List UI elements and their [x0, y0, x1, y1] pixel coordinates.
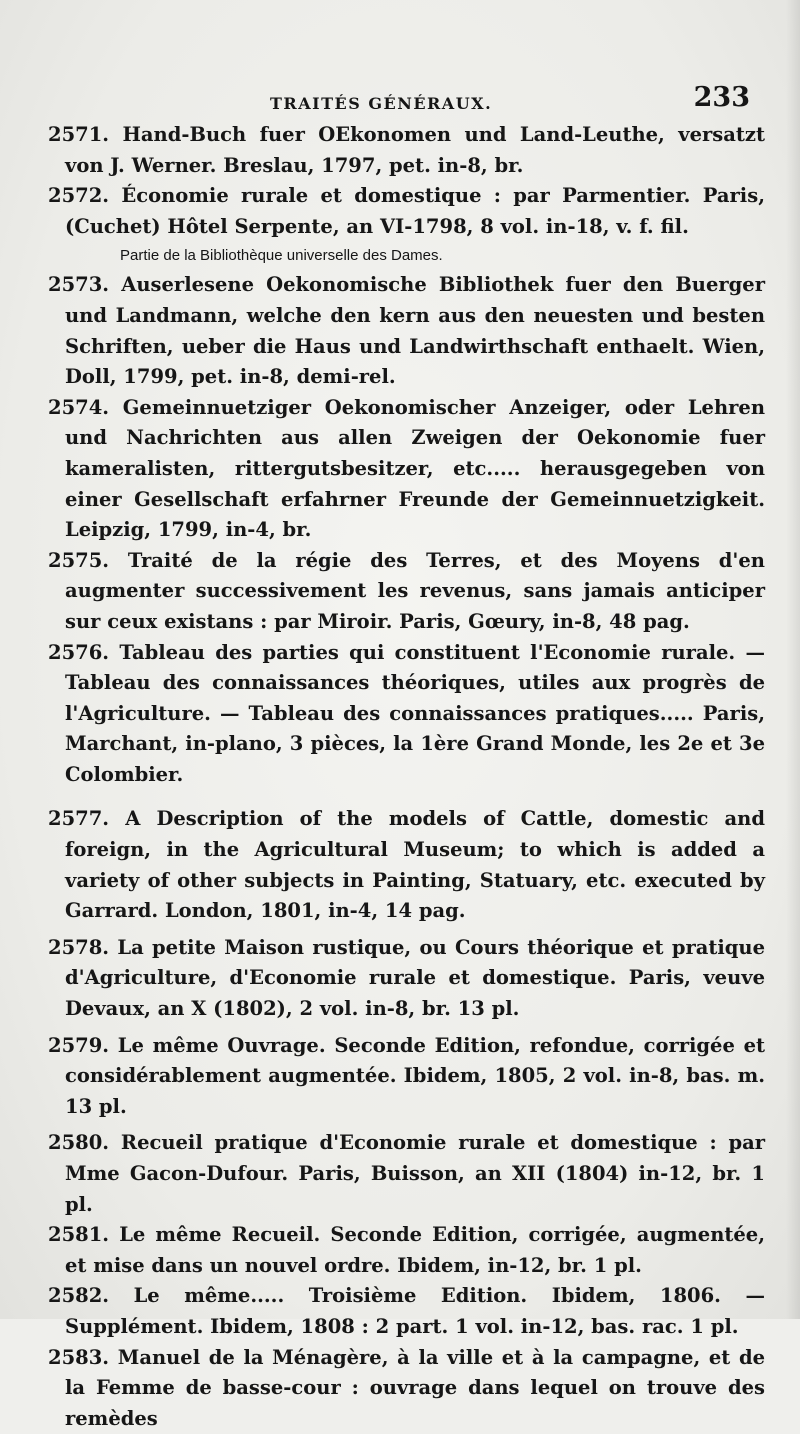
entry-number: 2576.	[48, 640, 110, 664]
entry-number: 2581.	[48, 1223, 110, 1247]
entry-text: Gemeinnuetziger Oekonomischer Anzeiger, oder Lehren und Nachrichten aus allen Zweigen der Oekonomie fuer kameralisten, rittergutsbesitzer, etc..... herausgegeben von einer Gesellschaft erfahrner Freunde der Gemeinnuetzigkeit. Leipzig, 1799, in-4, br.	[65, 395, 765, 542]
entry-text: Hand-Buch fuer OEkonomen und Land-Leuthe, versatzt von J. Werner. Breslau, 1797, pet. in-8, br.	[65, 123, 765, 177]
catalog-entry	[48, 1031, 765, 1123]
catalog-entry	[48, 120, 765, 181]
entry-text: Traité de la régie des Terres, et des Moyens d'en augmenter successivement les revenus, sans jamais anticiper sur ceux existans : par Miroir. Paris, Gœury, in-8, 48 pag.	[65, 548, 765, 633]
catalog-entry	[48, 393, 765, 546]
catalog-entry	[48, 546, 765, 638]
entry-text: La petite Maison rustique, ou Cours théorique et pratique d'Agriculture, d'Economie rurale et domestique. Paris, veuve Devaux, an X (1802), 2 vol. in-8, br. 13 pl.	[65, 935, 765, 1021]
catalog-entry	[48, 933, 765, 1025]
entry-text: Manuel de la Ménagère, à la ville et à la campagne, et de la Femme de basse-cour : ouvrage dans lequel on trouve des remèdes	[65, 1345, 766, 1430]
entry-number: 2572.	[48, 184, 110, 208]
catalog-entries	[48, 120, 765, 1434]
entry-number: 2575.	[48, 548, 110, 572]
catalog-entry	[48, 1281, 765, 1342]
entry-text: A Description of the models of Cattle, domestic and foreign, in the Agricultural Museum; to which is added a variety of other subjects in Painting, Statuary, etc. executed by Garrard. London, 1801, in-4, 14 pag.	[65, 807, 765, 923]
entry-text: Le même..... Troisième Edition. Ibidem, 1806. — Supplément. Ibidem, 1808 : 2 part. 1 vol. in-12, bas. rac. 1 pl.	[65, 1284, 765, 1338]
entry-number: 2583.	[48, 1345, 110, 1369]
entry-number: 2573.	[48, 273, 110, 297]
entry-text: Le même Recueil. Seconde Edition, corrigée, augmentée, et mise dans un nouvel ordre. Ibidem, in-12, br. 1 pl.	[65, 1223, 765, 1277]
catalog-entry	[48, 1343, 765, 1434]
catalog-entry	[48, 270, 765, 392]
entry-text: Auserlesene Oekonomische Bibliothek fuer den Buerger und Landmann, welche den kern aus den neuesten und besten Schriften, ueber die Haus und Landwirthschaft enthaelt. Wien, Doll, 1799, pet. in-8, demi-rel.	[65, 273, 765, 389]
entry-text: Tableau des parties qui constituent l'Economie rurale. — Tableau des connaissances théoriques, utiles aux progrès de l'Agriculture. — Tableau des connaissances pratiques..... Paris, Marchant, in-plano, 3 pièces, la 1ère Grand Monde, les 2e et 3e Colombier.	[65, 640, 765, 786]
entry-number: 2582.	[48, 1284, 110, 1308]
page-header	[270, 82, 760, 122]
entry-number: 2579.	[48, 1033, 110, 1057]
entry-text: Économie rurale et domestique : par Parmentier. Paris, (Cuchet) Hôtel Serpente, an VI-1798, 8 vol. in-18, v. f. fil.	[65, 184, 765, 238]
catalog-entry	[48, 804, 765, 926]
page-edge-shadow	[786, 0, 800, 1319]
entry-note: Partie de la Bibliothèque universelle des Dames.	[120, 247, 443, 265]
spacer	[48, 790, 765, 804]
catalog-entry	[48, 181, 765, 270]
page-number: 233	[693, 82, 750, 113]
running-title: TRAITÉS GÉNÉRAUX.	[270, 94, 493, 113]
catalog-entry	[48, 1128, 765, 1220]
entry-text: Recueil pratique d'Economie rurale et domestique : par Mme Gacon-Dufour. Paris, Buisson, an XII (1804) in-12, br. 1 pl.	[65, 1131, 766, 1216]
entry-text: Le même Ouvrage. Seconde Edition, refondue, corrigée et considérablement augmentée. Ibidem, 1805, 2 vol. in-8, bas. m. 13 pl.	[65, 1033, 765, 1118]
entry-number: 2571.	[48, 123, 110, 146]
catalog-entry	[48, 1220, 765, 1281]
entry-number: 2580.	[48, 1131, 110, 1155]
entry-number: 2578.	[48, 935, 110, 959]
catalog-entry	[48, 638, 765, 791]
entry-number: 2577.	[48, 807, 110, 831]
entry-number: 2574.	[48, 395, 110, 419]
